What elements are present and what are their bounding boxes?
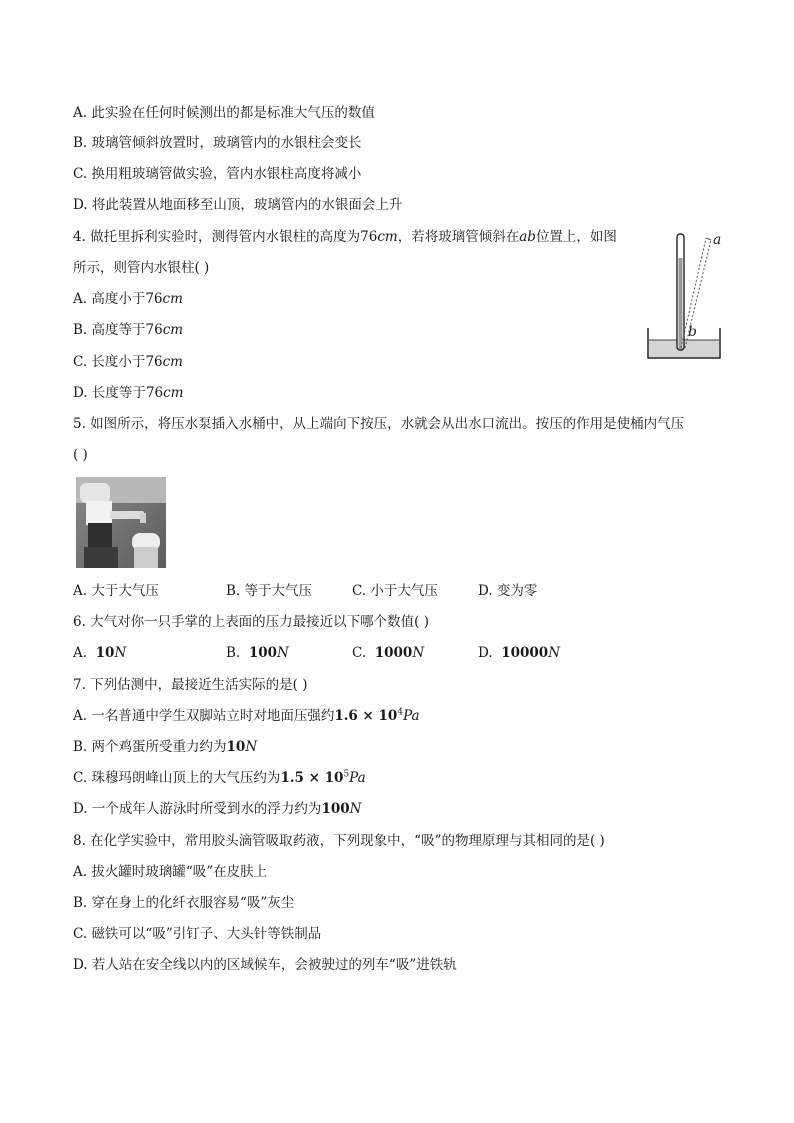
q4-option-a-num: 76 xyxy=(145,291,163,307)
q8-option-c: C. 磁铁可以“吸”引钉子、大头针等铁制品 xyxy=(73,926,322,942)
q7-option-b xyxy=(73,738,257,756)
q6-option-c-unit: N xyxy=(412,645,425,661)
q5-option-d: D. 变为零 xyxy=(478,583,538,599)
q3-option-a: A. 此实验在任何时候测出的都是标准大气压的数值 xyxy=(73,105,375,121)
q6-option-c-num: 1000 xyxy=(374,645,413,661)
q4-option-a-text: A. 高度小于 xyxy=(73,291,146,307)
q7-option-a xyxy=(73,707,420,725)
q4-option-c-text: C. 长度小于 xyxy=(73,354,146,370)
q5-option-c: C. 小于大气压 xyxy=(352,583,438,599)
q7-option-b-num: 10 xyxy=(226,739,246,755)
q6-option-b xyxy=(226,644,289,662)
q5-stem-line2: ( ) xyxy=(73,447,88,463)
q4-option-a-unit: cm xyxy=(162,291,183,307)
q6-option-d-unit: N xyxy=(548,645,561,661)
q6-option-a-unit: N xyxy=(114,645,127,661)
q6-option-a xyxy=(73,644,126,662)
q7-option-c-exp: 5 xyxy=(343,769,350,780)
q6-option-b-num: 100 xyxy=(248,645,277,661)
q4-option-d-unit: cm xyxy=(163,385,184,401)
q7-option-d xyxy=(73,800,361,818)
q7-stem: 7. 下列估测中，最接近生活实际的是( ) xyxy=(73,677,308,693)
q6-option-a-label: A. xyxy=(73,645,88,661)
q4-stem-line1 xyxy=(73,228,617,246)
q4-stem-c: 位置上，如图 xyxy=(535,229,617,245)
q6-option-b-unit: N xyxy=(277,645,289,661)
q8-option-b: B. 穿在身上的化纤衣服容易“吸”灰尘 xyxy=(73,895,295,911)
torricelli-tube-figure xyxy=(640,228,728,364)
q4-option-b-num: 76 xyxy=(145,322,163,338)
q3-option-b: B. 玻璃管倾斜放置时，玻璃管内的水银柱会变长 xyxy=(73,135,362,151)
q4-option-b-unit: cm xyxy=(162,322,184,338)
q6-option-b-label: B. xyxy=(226,645,241,661)
q8-option-a: A. 拔火罐时玻璃罐“吸”在皮肤上 xyxy=(73,864,268,880)
q6-option-c-label: C. xyxy=(352,645,367,661)
water-pump-photo xyxy=(76,477,166,568)
q4-value: 76 xyxy=(360,229,378,245)
label-a: a xyxy=(713,232,722,248)
q4-stem-line2: 所示，则管内水银柱( ) xyxy=(73,260,210,276)
q7-option-a-num: 1.6 × 10 xyxy=(334,708,398,724)
q4-option-b-text: B. 高度等于 xyxy=(73,322,146,338)
q7-option-d-unit: N xyxy=(349,801,362,817)
q8-option-d: D. 若人站在安全线以内的区域候车，会被驶过的列车“吸”进铁轨 xyxy=(73,957,457,973)
q5-option-a: A. 大于大气压 xyxy=(73,583,159,599)
q5-stem-line1: 5. 如图所示，将压水泵插入水桶中，从上端向下按压，水就会从出水口流出。按压的作用是使桶内气压 xyxy=(73,416,685,432)
q6-option-c xyxy=(352,644,424,662)
q4-option-b xyxy=(73,321,183,339)
mercury-column xyxy=(679,258,683,349)
q4-option-d xyxy=(73,384,184,402)
label-b: b xyxy=(688,324,697,340)
q7-option-d-num: 100 xyxy=(321,801,350,817)
q7-option-c-text: C. 珠穆玛朗峰山顶上的大气压约为 xyxy=(73,770,281,786)
q4-option-c-num: 76 xyxy=(145,354,163,370)
q4-unit: cm xyxy=(377,229,398,245)
tilted-tube-top xyxy=(706,238,711,240)
q4-option-d-num: 76 xyxy=(145,385,164,401)
q7-option-d-text: D. 一个成年人游泳时所受到水的浮力约为 xyxy=(73,801,322,817)
q4-pos: ab xyxy=(519,229,536,245)
q6-option-a-num: 10 xyxy=(95,645,115,661)
q4-stem-b: ，若将玻璃管倾斜在 xyxy=(397,229,520,245)
q5-option-b: B. 等于大气压 xyxy=(226,583,313,599)
q4-option-d-text: D. 长度等于 xyxy=(73,385,146,401)
q6-option-d-label: D. xyxy=(478,645,493,661)
q8-stem: 8. 在化学实验中，常用胶头滴管吸取药液，下列现象中，“吸”的物理原理与其相同的是( ) xyxy=(73,833,605,849)
q7-option-b-unit: N xyxy=(245,739,258,755)
q7-option-c-num: 1.5 × 10 xyxy=(280,770,344,786)
q4-option-c-unit: cm xyxy=(162,354,183,370)
q6-stem: 6. 大气对你一只手掌的上表面的压力最接近以下哪个数值( ) xyxy=(73,614,429,630)
q7-option-c-unit: Pa xyxy=(349,770,366,786)
q7-option-b-text: B. 两个鸡蛋所受重力约为 xyxy=(73,739,227,755)
q3-option-c: C. 换用粗玻璃管做实验，管内水银柱高度将减小 xyxy=(73,166,362,182)
q6-option-d-num: 10000 xyxy=(501,645,549,661)
q4-option-c xyxy=(73,353,183,371)
q6-option-d xyxy=(478,644,560,662)
q4-option-a xyxy=(73,290,183,308)
q7-option-a-unit: Pa xyxy=(403,708,420,724)
q7-option-a-exp: 4 xyxy=(397,707,404,718)
q7-option-a-text: A. 一名普通中学生双脚站立时对地面压强约 xyxy=(73,708,335,724)
q4-stem-a: 4. 做托里拆利实验时，测得管内水银柱的高度为 xyxy=(73,229,361,245)
q3-option-d: D. 将此装置从地面移至山顶，玻璃管内的水银面会上升 xyxy=(73,197,403,213)
q7-option-c xyxy=(73,769,366,787)
